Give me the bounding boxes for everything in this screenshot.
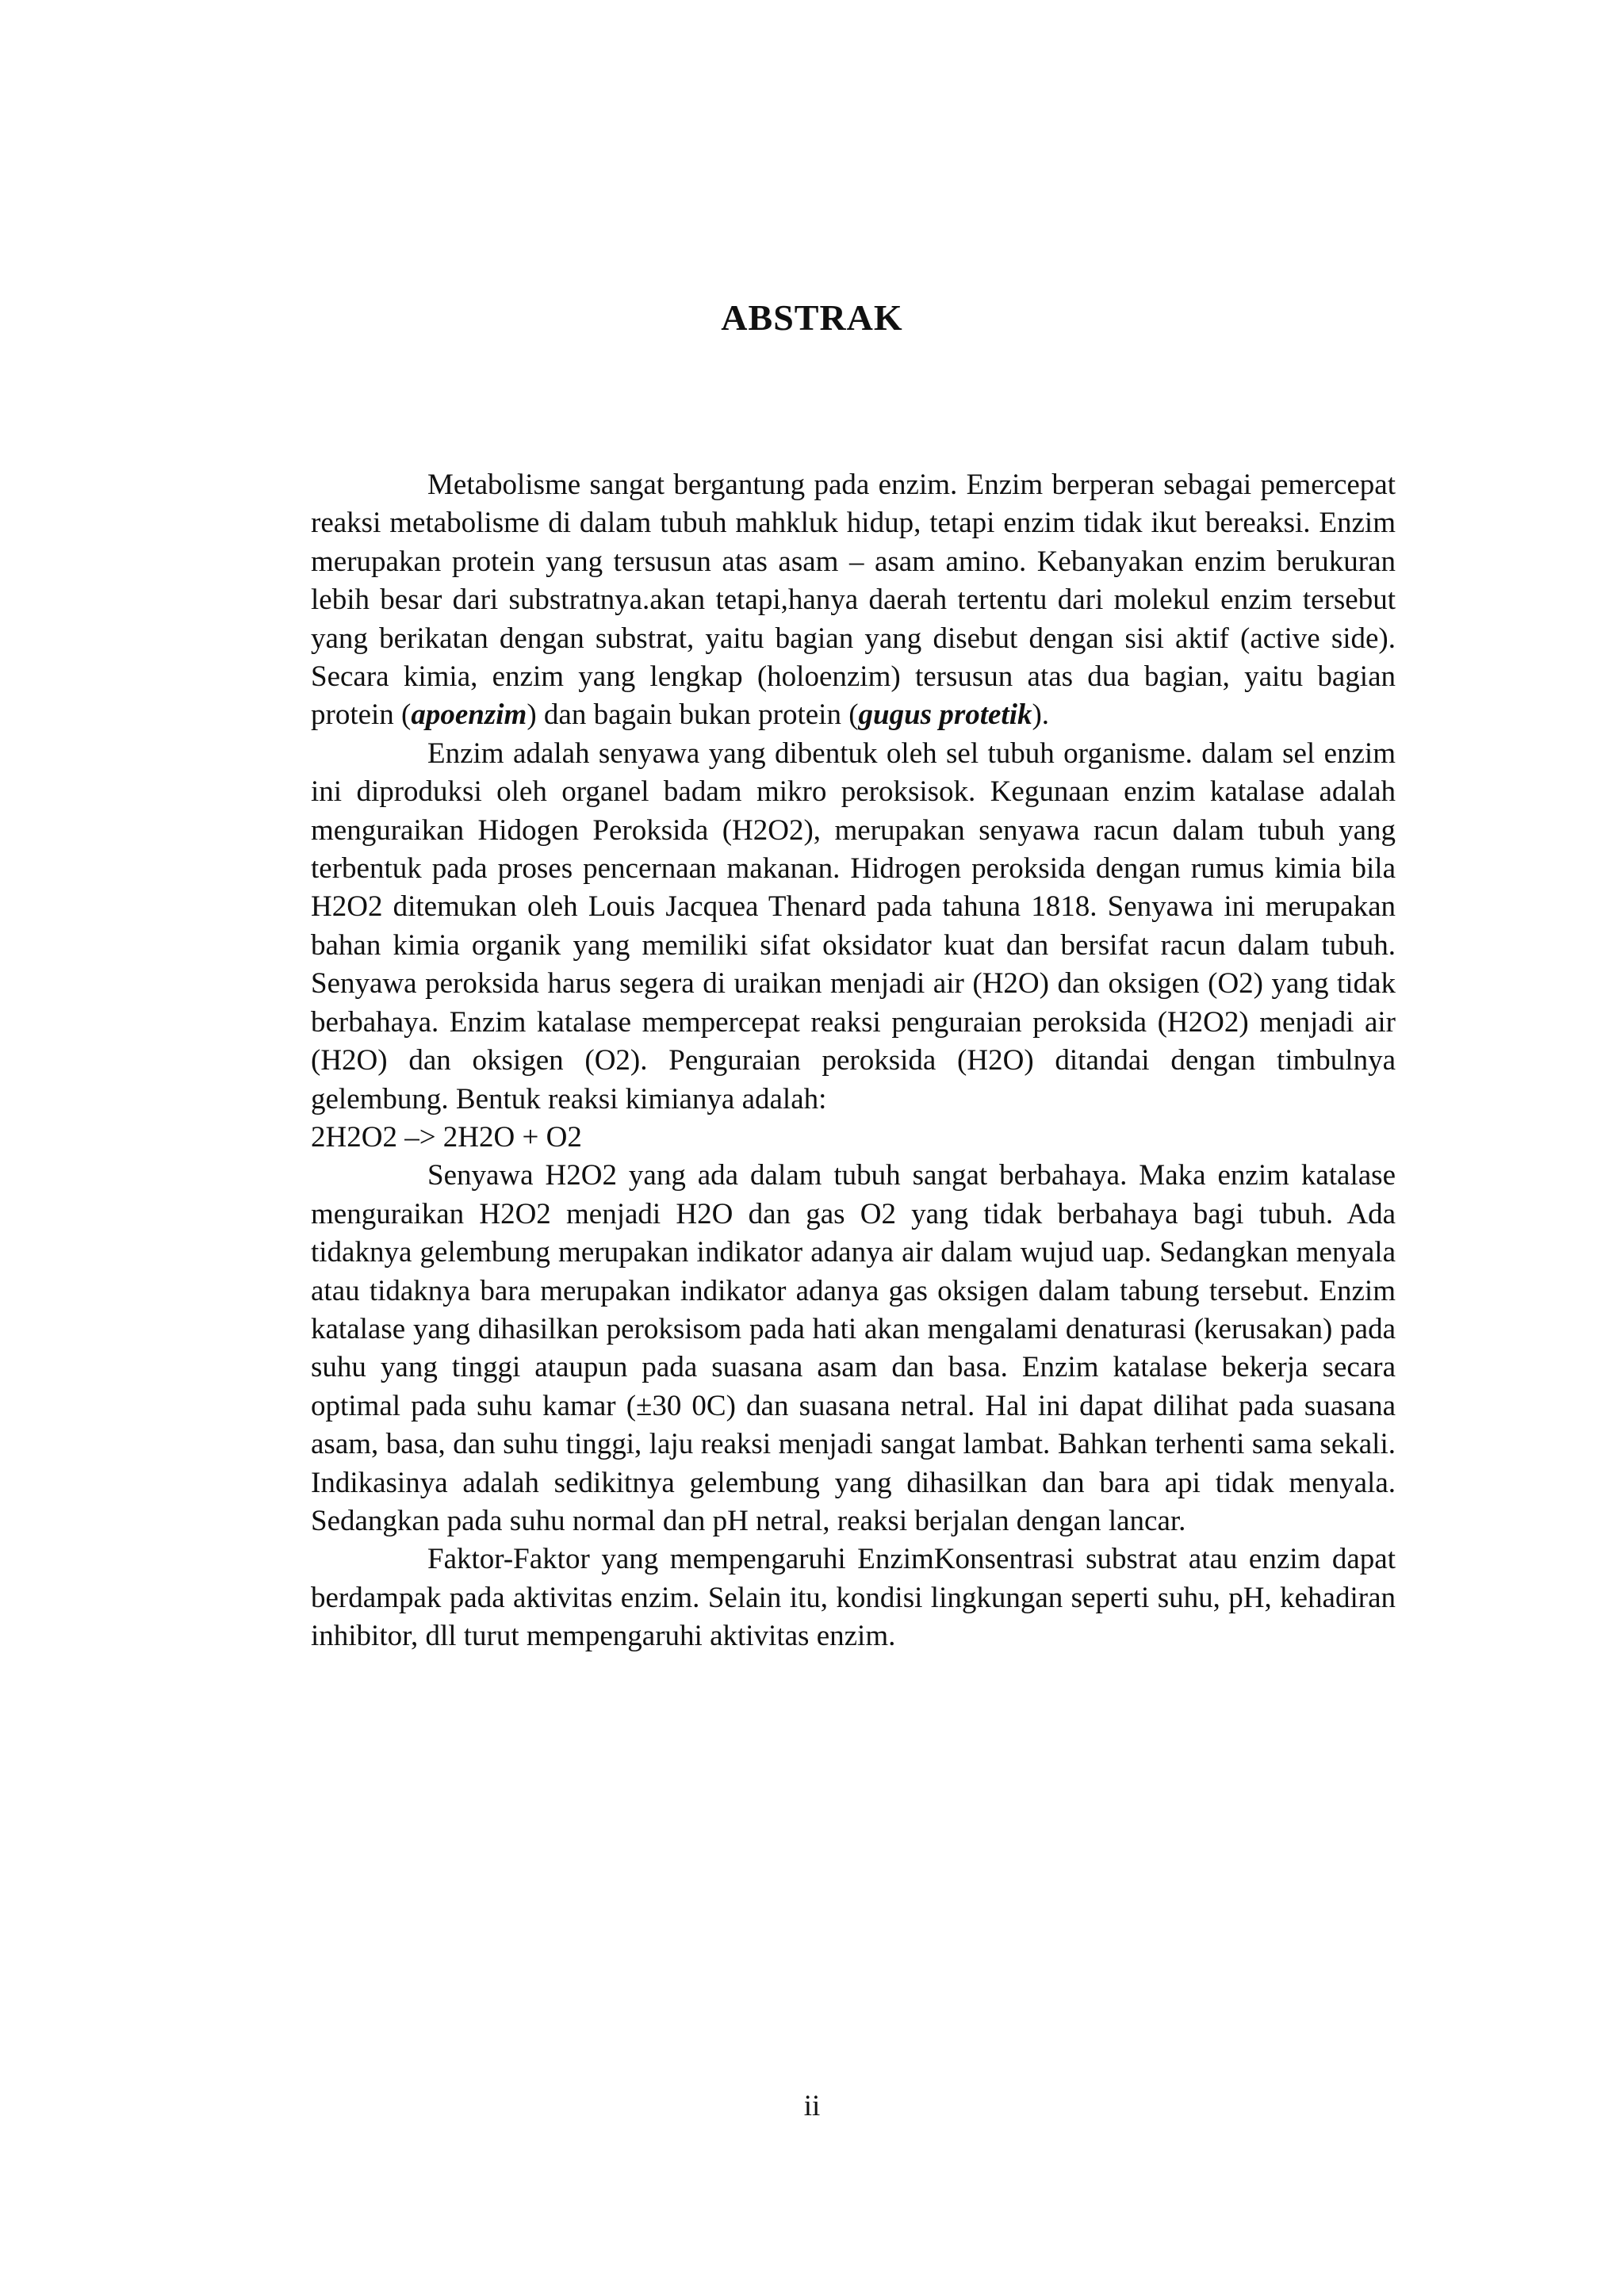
- paragraph-1-text-3: ).: [1032, 698, 1050, 732]
- term-gugus-protetik: gugus protetik: [858, 698, 1032, 732]
- paragraph-1-text-2: ) dan bagain bukan protein (: [527, 698, 859, 732]
- paragraph-1-text: Metabolisme sangat bergantung pada enzim. Enzim berperan sebagai pemercepat reaksi metabolisme di dalam tubuh mahkluk hidup, tetapi enzim tidak ikut bereaksi. Enzim merupakan protein yang tersusun atas asam – asam amino. Kebanyakan enzim berukuran lebih besar dari substratnya.akan tetapi,hanya daerah tertentu dari molekul enzim tersebut yang berikatan dengan substrat, yaitu bagian yang disebut dengan sisi aktif (active side). Secara kimia, enzim yang lengkap (holoenzim) tersusun atas dua bagian, yaitu bagian protein (: [311, 469, 1396, 732]
- abstract-body: [311, 466, 1396, 1656]
- paragraph-4: Faktor-Faktor yang mempengaruhi EnzimKonsentrasi substrat atau enzim dapat berdampak pada aktivitas enzim. Selain itu, kondisi lingkungan seperti suhu, pH, kehadiran inhibitor, dll turut mempengaruhi aktivitas enzim.: [311, 1543, 1396, 1653]
- page-title: ABSTRAK: [721, 297, 903, 338]
- page-number: ii: [803, 2090, 821, 2122]
- paragraph-3: Senyawa H2O2 yang ada dalam tubuh sangat berbahaya. Maka enzim katalase menguraikan H2O2 menjadi H2O dan gas O2 yang tidak berbahaya bagi tubuh. Ada tidaknya gelembung merupakan indikator adanya air dalam wujud uap. Sedangkan menyala atau tidaknya bara merupakan indikator adanya gas oksigen dalam tabung tersebut. Enzim katalase yang dihasilkan peroksisom pada hati akan mengalami denaturasi (kerusakan) pada suhu yang tinggi ataupun pada suasana asam dan basa. Enzim katalase bekerja secara optimal pada suhu kamar (±30 0C) dan suasana netral. Hal ini dapat dilihat pada suasana asam, basa, dan suhu tinggi, laju reaksi menjadi sangat lambat. Bahkan terhenti sama sekali. Indikasinya adalah sedikitnya gelembung yang dihasilkan dan bara api tidak menyala. Sedangkan pada suhu normal dan pH netral, reaksi berjalan dengan lancar.: [311, 1159, 1396, 1537]
- term-apoenzim: apoenzim: [411, 698, 527, 732]
- reaction-equation: 2H2O2 –> 2H2O + O2: [311, 1120, 582, 1154]
- paragraph-1: [311, 466, 1396, 735]
- paragraph-2: Enzim adalah senyawa yang dibentuk oleh sel tubuh organisme. dalam sel enzim ini diproduksi oleh organel badam mikro peroksisok. Kegunaan enzim katalase adalah menguraikan Hidogen Peroksida (H2O2), merupakan senyawa racun dalam tubuh yang terbentuk pada proses pencernaan makanan. Hidrogen peroksida dengan rumus kimia bila H2O2 ditemukan oleh Louis Jacquea Thenard pada tahuna 1818. Senyawa ini merupakan bahan kimia organik yang memiliki sifat oksidator kuat dan bersifat racun dalam tubuh. Senyawa peroksida harus segera di uraikan menjadi air (H2O) dan oksigen (O2) yang tidak berbahaya. Enzim katalase mempercepat reaksi penguraian peroksida (H2O2) menjadi air (H2O) dan oksigen (O2). Penguraian peroksida (H2O) ditandai dengan timbulnya gelembung. Bentuk reaksi kimianya adalah:: [311, 737, 1396, 1115]
